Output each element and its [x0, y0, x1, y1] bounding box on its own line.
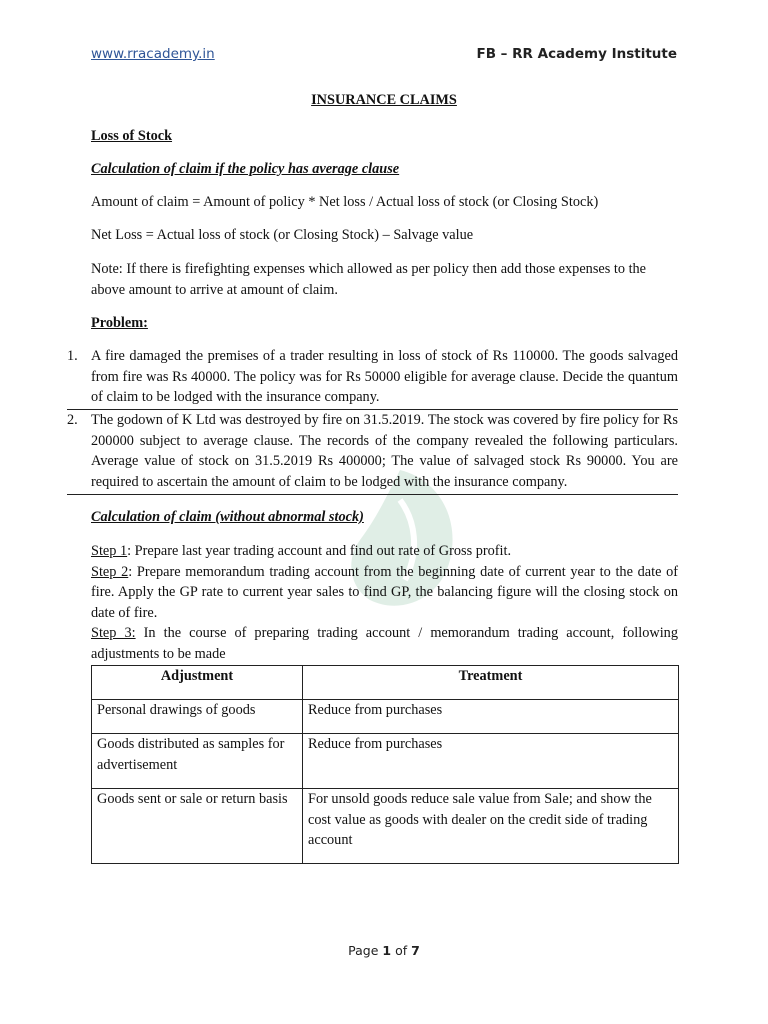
footer-page-word: Page: [348, 943, 379, 958]
step-3: Step 3: In the course of preparing trading account / memorandum trading account, following adjustments to be made: [91, 625, 678, 662]
table-cell-adjustment: Goods sent or sale or return basis: [92, 789, 303, 864]
note-paragraph: [91, 259, 678, 300]
column-header-adjustment: Adjustment: [92, 666, 303, 700]
document-title: INSURANCE CLAIMS: [311, 92, 457, 108]
problem-item-1: [67, 346, 678, 408]
formula-claim: Amount of claim = Amount of policy * Net loss / Actual loss of stock (or Closing Stock): [91, 194, 599, 210]
problem-item-2: [67, 410, 678, 492]
problem-number: 1.: [67, 348, 78, 364]
problem-text: A fire damaged the premises of a trader resulting in loss of stock of Rs 110000. The goods salvaged from fire was Rs 40000. The policy was for Rs 50000 eligible for average clause. Decide the quantum of claim to be lodged with the insurance company.: [91, 348, 678, 405]
table-row: [92, 734, 679, 789]
problem-number: 2.: [67, 412, 78, 428]
table-row: [92, 700, 679, 734]
header-site-link[interactable]: www.rracademy.in: [91, 46, 215, 62]
step-2: Step 2: Prepare memorandum trading account from the beginning date of current year to the date of fire. Apply the GP rate to current year sales to find GP, the balancing figure will the closing stock on date of fire.: [91, 563, 678, 621]
divider-line: [67, 494, 678, 495]
formula-net-loss: Net Loss = Actual loss of stock (or Closing Stock) – Salvage value: [91, 227, 474, 243]
footer-of-word: of: [395, 943, 408, 958]
footer-page-number: 1: [382, 943, 392, 958]
table-cell-treatment: Reduce from purchases: [303, 700, 679, 734]
table-cell-adjustment: Goods distributed as samples for advertisement: [92, 734, 303, 789]
table-header-row: [92, 666, 679, 700]
table-cell-adjustment: Personal drawings of goods: [92, 700, 303, 734]
table-cell-treatment: Reduce from purchases: [303, 734, 679, 789]
note-line-1: Note: If there is firefighting expenses which allowed as per policy then add those expenses to the: [91, 261, 647, 277]
note-line-2: above amount to arrive at amount of claim.: [91, 281, 338, 298]
section-heading-loss-of-stock: Loss of Stock: [91, 128, 173, 144]
footer-total-pages: 7: [411, 943, 420, 958]
column-header-treatment: Treatment: [303, 666, 679, 700]
average-clause-heading: Calculation of claim if the policy has average clause: [91, 161, 400, 177]
without-abnormal-heading: Calculation of claim (without abnormal stock): [91, 509, 364, 525]
problem-heading: Problem:: [91, 315, 148, 331]
table-row: [92, 789, 679, 864]
header-institute: FB – RR Academy Institute: [476, 46, 677, 62]
steps-block: [91, 541, 678, 664]
problem-text: The godown of K Ltd was destroyed by fire on 31.5.2019. The stock was covered by fire policy for Rs 200000 subject to average clause. The records of the company revealed the following particulars. Average value of stock on 31.5.2019 Rs 400000; The value of salvaged stock Rs 90000. You are required to ascertain the amount of claim to be lodged with the insurance company.: [91, 412, 678, 490]
adjustments-table: [91, 665, 679, 864]
table-cell-treatment: For unsold goods reduce sale value from Sale; and show the cost value as goods with dealer on the credit side of trading account: [303, 789, 679, 864]
step-1: Step 1: Prepare last year trading account and find out rate of Gross profit.: [91, 543, 512, 559]
page-footer: [0, 943, 768, 958]
